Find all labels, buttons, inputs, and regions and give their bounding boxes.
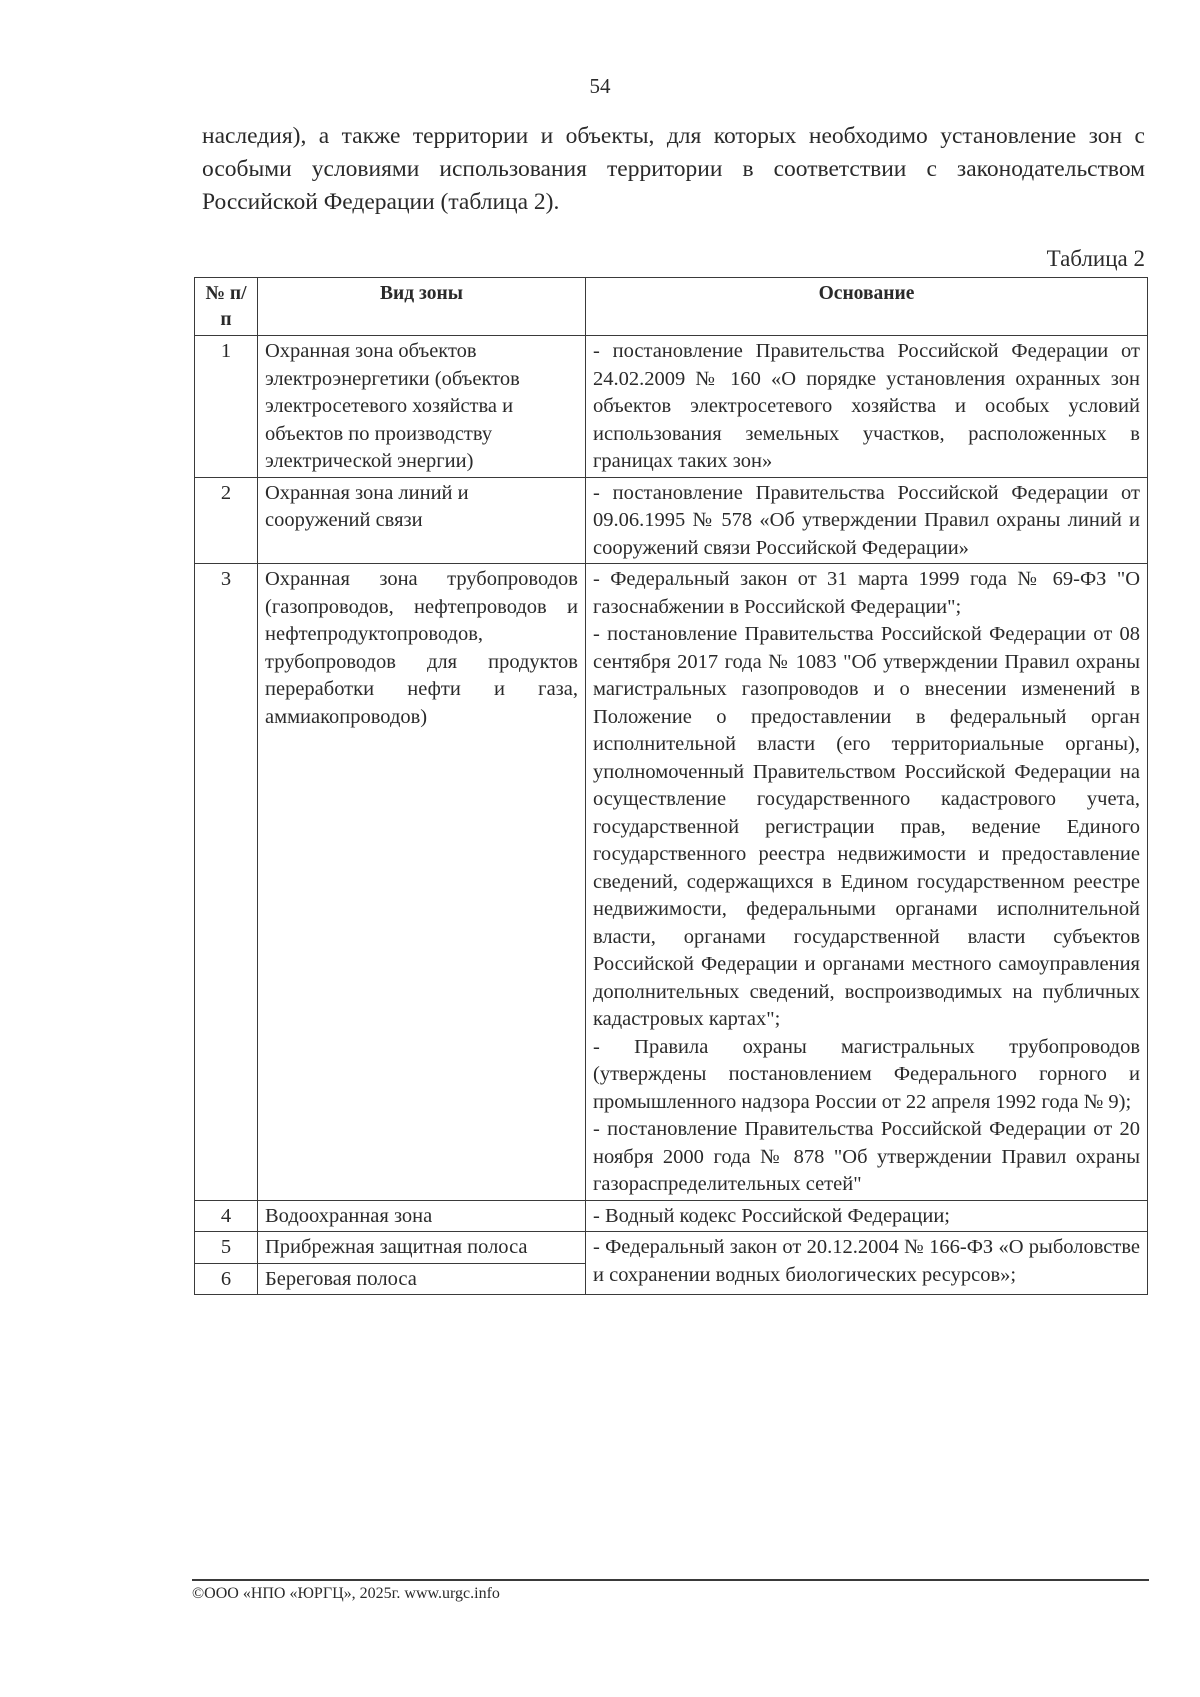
table-row [195,477,1148,564]
row-zone: Охранная зона трубопроводов (газопроводов, нефтепроводов и нефтепродуктопроводов, трубопроводов для продуктов переработки нефти и газа, аммиакопроводов) [258,564,586,1201]
row-zone: Охранная зона линий и сооружений связи [258,477,586,564]
row-zone: Охранная зона объектов электроэнергетики (объектов электросетевого хозяйства и объектов по производству электрической энергии) [258,336,586,478]
row-basis [586,1232,1148,1295]
row-basis [586,477,1148,564]
header-num: № п/п [195,278,258,336]
table-row [195,1200,1148,1232]
table-row [195,336,1148,478]
table-caption: Таблица 2 [1046,246,1145,271]
row-num: 2 [195,477,258,564]
basis-item: - Федеральный закон от 31 марта 1999 года № 69-ФЗ "О газоснабжении в Российской Федерации"; [593,568,1140,618]
table-header-row [195,278,1148,336]
row-zone: Береговая полоса [258,1263,586,1295]
header-zone: Вид зоны [258,278,586,336]
row-num: 3 [195,564,258,1201]
basis-item: - Правила охраны магистральных трубопроводов (утверждены постановлением Федерального горного и промышленного надзора России от 22 апреля 1992 года № 9); [593,1035,1140,1113]
row-zone: Прибрежная защитная полоса [258,1232,586,1264]
row-basis [586,336,1148,478]
footer-copyright: ©ООО «НПО «ЮРГЦ», 2025г. www.urgc.info [192,1585,500,1602]
row-basis [586,1200,1148,1232]
header-basis: Основание [586,278,1148,336]
basis-item: - постановление Правительства Российской Федерации от 08 сентября 2017 года № 1083 "Об утверждении Правил охраны магистральных газопроводов и о внесении изменений в Положение о предоставлении в федеральный орган исполнительной власти (его территориальные органы), уполномоченный Правительством Российской Федерации на осуществление государственного кадастрового учета, государственной регистрации прав, ведение Единого государственного реестра недвижимости и предоставление сведений, содержащихся в Едином государственном реестре недвижимости, федеральными органами исполнительной власти, органами государственной власти субъектов Российской Федерации и органами местного самоуправления дополнительных сведений, воспроизводимых на публичных кадастровых картах"; [593,623,1140,1030]
basis-item: - постановление Правительства Российской Федерации от 09.06.1995 № 578 «Об утверждении Правил охраны линий и сооружений связи Российской Федерации» [593,481,1140,559]
basis-item: - Водный кодекс Российской Федерации; [593,1204,950,1227]
basis-item: - постановление Правительства Российской Федерации от 24.02.2009 № 160 «О порядке установления охранных зон объектов электросетевого хозяйства и особых условий использования земельных участков, расположенных в границах таких зон» [593,340,1140,472]
page-number: 54 [589,74,611,98]
table-row [195,564,1148,1201]
table-row [195,1232,1148,1264]
row-num: 5 [195,1232,258,1264]
row-num: 1 [195,336,258,478]
intro-paragraph: наследия), а также территории и объекты, для которых необходимо установление зон с особыми условиями использования территории в соответствии с законодательством Российской Федерации (таблица 2). [202,123,1145,215]
basis-item: - постановление Правительства Российской Федерации от 20 ноября 2000 года № 878 "Об утверждении Правил охраны газораспределительных сетей" [593,1118,1140,1195]
row-basis [586,564,1148,1201]
row-num: 4 [195,1200,258,1232]
row-zone: Водоохранная зона [258,1200,586,1232]
footer-divider [192,1579,1149,1581]
zones-table [194,277,1148,1295]
row-num: 6 [195,1263,258,1295]
basis-item: - Федеральный закон от 20.12.2004 № 166-ФЗ «О рыболовстве и сохранении водных биологических ресурсов»; [593,1236,1140,1286]
